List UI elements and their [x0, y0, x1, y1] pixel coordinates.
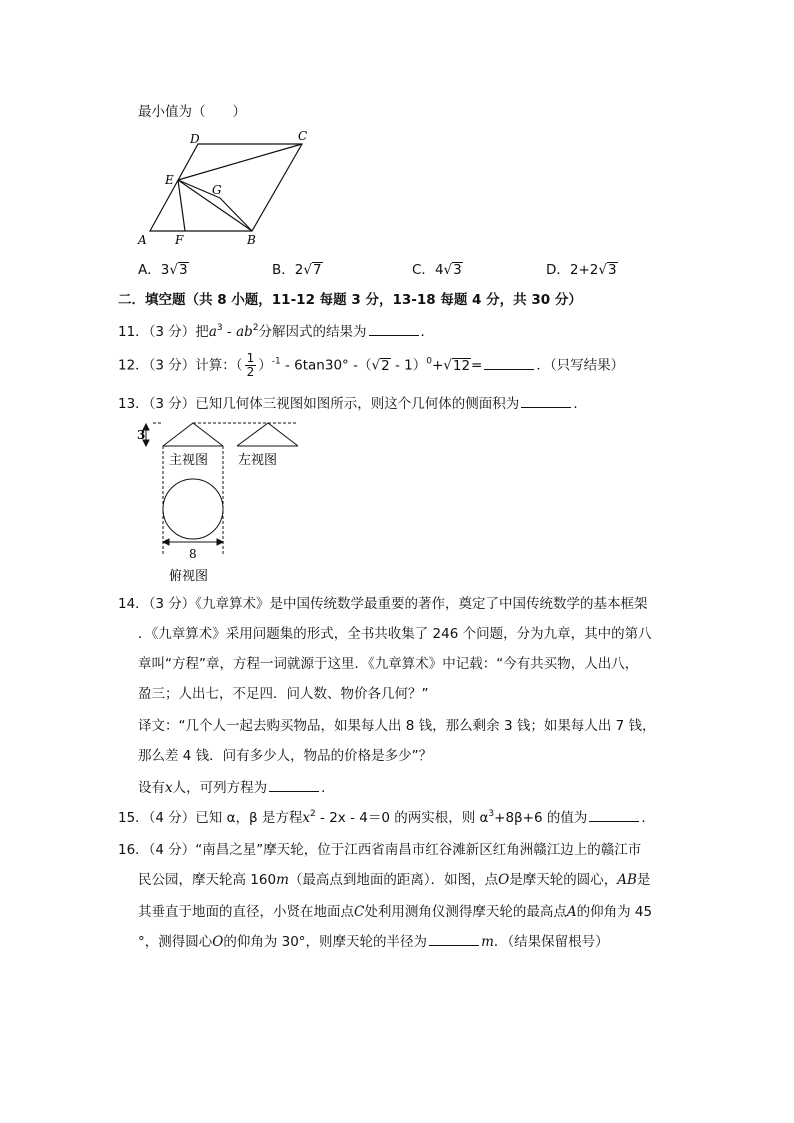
label-c: C	[298, 129, 308, 143]
q10-figure	[130, 128, 320, 250]
option-a[interactable]: A．3√3	[138, 262, 188, 278]
answer-blank-14[interactable]	[269, 779, 319, 792]
question-14-line-3: 章叫“方程”章，方程一词就源于这里．《九章算术》中记载：“今有共买物，人出八，	[138, 656, 639, 672]
answer-blank-13[interactable]	[521, 395, 571, 408]
answer-blank-15[interactable]	[589, 809, 639, 822]
question-12: 12．（3 分）计算：（ $\frac{1}{2}$ ）$^{-1}$ - 6tan30° -（√2 - 1）$^0$+√12= ．（只写结果）	[118, 351, 625, 379]
section-2-title: 二．填空题（共 8 小题，11-12 每题 3 分，13-18 每题 4 分，共 30 分）	[118, 292, 582, 308]
top-view-circle	[163, 479, 223, 539]
question-16-line-3: 其垂直于地面的直径，小贤在地面点C处利用测角仪测得摩天轮的最高点A的仰角为 45	[138, 904, 653, 920]
question-14-line-6: 那么差 4 钱．问有多少人，物品的价格是多少”？	[138, 748, 433, 764]
fraction-half: $\frac{1}{2}$	[246, 351, 255, 379]
answer-blank-12[interactable]	[484, 357, 534, 370]
label-b: B	[247, 233, 256, 247]
parallelogram-abcd	[150, 144, 302, 231]
option-c[interactable]: C．4√3	[412, 262, 462, 278]
left-view-triangle	[237, 423, 298, 446]
question-14-line-1: 14．（3 分）《九章算术》是中国传统数学最重要的著作，奠定了中国传统数学的基本框架	[118, 596, 648, 612]
answer-blank-11[interactable]	[369, 323, 419, 336]
front-view-triangle	[163, 423, 223, 446]
label-d: D	[190, 132, 200, 146]
front-view-label: 主视图	[169, 453, 209, 468]
answer-blank-16[interactable]	[429, 933, 479, 946]
segment-ec	[178, 144, 302, 180]
option-b[interactable]: B．2√7	[272, 262, 322, 278]
top-view-label: 俯视图	[169, 569, 209, 584]
label-a: A	[138, 233, 147, 247]
left-view-label: 左视图	[238, 453, 278, 468]
question-15: 15．（4 分）已知 α，β 是方程$x^2 - 2x - 4=0$ 的两实根，则 $\alpha^3+8\beta+6$ 的值为 ．	[118, 809, 655, 826]
width-label: 8	[189, 547, 197, 561]
question-16-line-2: 民公园，摩天轮高 160m（最高点到地面的距离）．如图，点O是摩天轮的圆心，AB是	[138, 872, 651, 888]
question-11: 11．（3 分）把$a^3 - ab^2$分解因式的结果为 ．	[118, 323, 435, 340]
height-label: 3	[137, 428, 146, 442]
question-16-line-4: °，测得圆心O的仰角为 30°，则摩天轮的半径为 m．（结果保留根号）	[138, 934, 609, 950]
option-d[interactable]: D．2+2√3	[546, 262, 617, 278]
label-g: G	[212, 183, 222, 197]
question-13: 13．（3 分）已知几何体三视图如图所示，则这个几何体的侧面积为 ．	[118, 396, 587, 412]
segment-gb	[220, 198, 252, 231]
label-f: F	[175, 233, 184, 247]
q10-tail: 最小值为（ ）	[138, 104, 246, 120]
question-14-line-5: 译文：“几个人一起去购买物品，如果每人出 8 钱，那么剩余 3 钱；如果每人出 7 钱，	[138, 718, 656, 734]
segment-ef	[178, 180, 185, 231]
three-view-figure	[135, 418, 320, 588]
question-16-line-1: 16．（4 分）“南昌之星”摩天轮，位于江西省南昌市红谷滩新区红角洲赣江边上的赣江市	[118, 842, 642, 858]
question-14-line-7: 设有x人，可列方程为 ．	[138, 780, 335, 796]
label-e: E	[165, 173, 174, 187]
question-14-line-4: 盈三；人出七，不足四．问人数、物价各几何？”	[138, 686, 429, 702]
question-14-line-2: ．《九章算术》采用问题集的形式，全书共收集了 246 个问题，分为九章，其中的第八	[138, 626, 652, 642]
